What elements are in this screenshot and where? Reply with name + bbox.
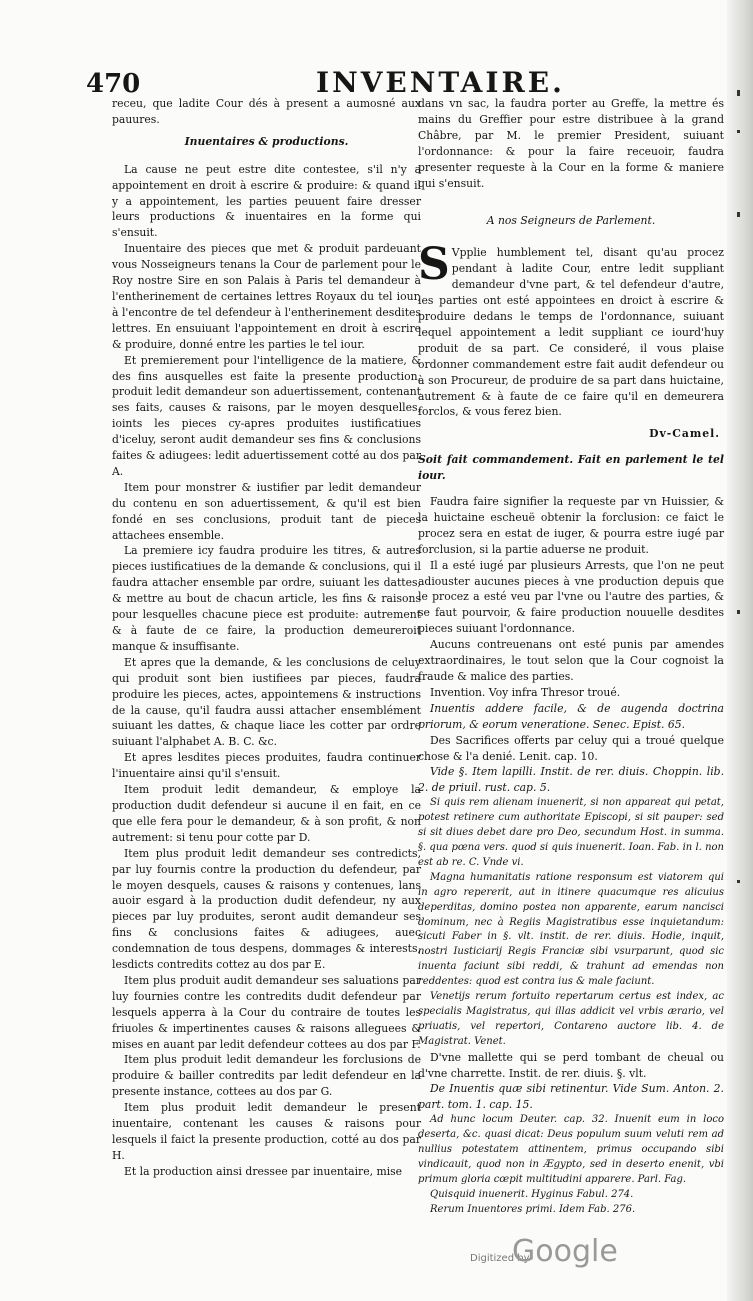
right-column-paragraph: Ad hunc locum Deuter. cap. 32. Inuenit eum in loco deserta, &c. quasi dicat: Deus populum suum veluti rem ad nullius potestatem attinentem, primus occupando sibi vindicauit, quod non in Ægypto, sed in deserto enenit, vbi primum gloria cœpit multitudini apparere. Parl. Fag. <box>418 1114 724 1185</box>
right-column-paragraph: Vide §. Item lapilli. Instit. de rer. diuis. Choppin. lib. 2. de priuil. rust. cap. 5. <box>418 765 724 795</box>
right-column-paragraph: Invention. Voy infra Thresor troué. <box>430 685 621 699</box>
running-title: INVENTAIRE. <box>316 66 565 99</box>
right-column-paragraph: A nos Seigneurs de Parlement. <box>486 214 656 228</box>
left-column-paragraph: La cause ne peut estre dite contestee, s'il n'y a appointement en droit à escrire & produire: & quand il y a appointement, les parties peuuent faire dresser leurs productions & inuentaires en la forme qui s'ensuit. <box>112 162 421 240</box>
paragraph-text: Vpplie humblement tel, disant qu'au procez pendant à ladite Cour, entre ledit suppliant demandeur d'vne part, & tel defendeur d'autre, les parties ont esté appointees en droict à escrire & produire dedans le temps de l'ordonnance, suiuant lequel appointement a ledit suppliant ce iourd'huy produit de sa part. Ce consideré, il vous plaise ordonner commandement estre fait audit defendeur ou à son Procureur, de produire de sa part dans huictaine, autrement & à faute de ce faire qu'il en demeurera forclos, & vous ferez bien. <box>418 246 724 419</box>
left-column-paragraph: Item plus produit ledit demandeur ses contredicts, par luy fournis contre la production du defendeur, par le moyen desquels, causes & raisons y contenues, lans auoir esgard à la production dudit defendeur, ny aux pieces par luy produites, seront audit demandeur ses fins & conclusions faites & adiugees, auec condemnation de tous despens, dommages & interests, lesdicts contredits cottez au dos par E. <box>112 846 421 972</box>
right-column-paragraph: Aucuns contreuenans ont esté punis par amendes extraordinaires, le tout selon que la Cour cognoist la fraude & malice des parties. <box>418 638 724 683</box>
right-column-paragraph: Quisquid inuenerit. Hyginus Fabul. 274. <box>430 1188 634 1200</box>
left-column-paragraph: Et la production ainsi dressee par inuentaire, mise <box>124 1164 403 1178</box>
left-column-paragraph: Inuentaire des pieces que met & produit pardeuant vous Nosseigneurs tenans la Cour de parlement pour le Roy nostre Sire en son Palais à Paris tel demandeur à l'entherinement de certaines lettres Royaux du tel iour, à l'encontre de tel defendeur à l'entherinement desdites lettres. En ensuiuant l'appointement en droit à escrire & produire, donné entre les parties le tel iour. <box>112 242 421 351</box>
right-column-paragraph: Venetijs rerum fortuito repertarum certus est index, ac specialis Magistratus, qui illas addicit vel vrbis ærario, vel priuatis, vel repertori, Contareno auctore lib. 4. de Magistrat. Venet. <box>418 991 724 1047</box>
left-column-paragraph: Item plus produit audit demandeur ses saluations par luy fournies contre les contredits dudit defendeur par lesquels apperra à la Cour du contraire de toutes les friuoles & impertinentes causes & raisons alleguees & mises en auant par ledit defendeur cottees au dos par F. <box>112 973 421 1051</box>
left-column-paragraph: Et premierement pour l'intelligence de la matiere, & des fins ausquelles est faite la presente production, produit ledit demandeur son aduertissement, contenant ses faits, causes & raisons, par le moyen desquelles, ioints les pieces cy-apres produites iustificatiues d'iceluy, seront audit demandeur ses fins & conclusions faites & adiugees: ledit aduertissement cotté au dos par A. <box>112 353 421 478</box>
right-column-paragraph: Si quis rem alienam inuenerit, si non appareat qui petat, potest retinere cum authoritate Episcopi, si sit pauper: sed si sit diues debet dare pro Deo, secundum Host. in summa. §. qua pœna vers. quod si quis inuenerit. Ioan. Fab. in l. non est ab re. C. Vnde vi. <box>418 797 724 868</box>
left-column-paragraph: Item plus produit ledit demandeur le present inuentaire, contenant les causes & raisons pour lesquels il faict la presente production, cotté au dos par H. <box>112 1101 421 1162</box>
left-column-paragraph: Item pour monstrer & iustifier par ledit demandeur du contenu en son aduertissement, & qu'il est bien fondé en ses conclusions, produit tant de pieces attachees ensemble. <box>112 480 421 542</box>
digitized-by-google-watermark <box>470 1236 645 1276</box>
book-spine-edge <box>727 0 753 1301</box>
right-column-paragraph: Dv-Camel. <box>649 427 720 441</box>
left-column-paragraph: Et apres lesdites pieces produites, faudra continuer l'inuentaire ainsi qu'il s'ensuit. <box>112 751 421 781</box>
left-column-paragraph: Item produit ledit demandeur, & employe la production dudit defendeur si aucune il en fait, en ce que elle fera pour le demandeur, & à son profit, & non autrement: si tenu pour cotte par D. <box>112 783 421 844</box>
right-column-paragraph: dans vn sac, la faudra porter au Greffe, la mettre és mains du Greffier pour estre distribuee à la grand Châbre, par M. le premier President, suiuant l'ordonnance: & pour la faire receuoir, faudra presenter requeste à la Cour en la forme & maniere qui s'ensuit. <box>418 97 724 190</box>
right-column-paragraph: Inuentis addere facile, & de augenda doctrina priorum, & eorum veneratione. Senec. Epist. 65. <box>418 701 724 731</box>
right-column-paragraph: Faudra faire signifier la requeste par vn Huissier, & la huictaine escheuë obtenir la forclusion: ce faict le procez sera en estat de iuger, & pourra estre iugé par forclusion, si la partie aduerse ne produit. <box>418 495 724 556</box>
right-column-paragraph: Des Sacrifices offerts par celuy qui a troué quelque chose & l'a denié. Lenit. cap. 10. <box>418 733 724 763</box>
left-text-column <box>112 96 421 1180</box>
right-column-paragraph: Il a esté iugé par plusieurs Arrests, que l'on ne peut adiouster aucunes pieces à vne production depuis que le procez a esté veu par l'vne ou l'autre des parties, & se faut pourvoir, & faire production nouuelle desdites pieces suiuant l'ordonnance. <box>418 558 724 636</box>
left-column-paragraph: Inuentaires & productions. <box>184 134 349 148</box>
right-column-paragraph: Magna humanitatis ratione responsum est viatorem qui in agro repererit, aut in itinere quacumque res alicuius deperditas, domino postea non apparente, earum nancisci dominum, nec à Regiis Magistratibus esse inquietandum: sicuti Faber in §. vlt. instit. de rer. diuis. Hodie, inquit, nostri Iusticiarij Regis Franciæ sibi vsurparunt, quod sic inuenta faciunt sibi reddi, & trahunt ad emendas non reddentes: quod est contra ius & male faciunt. <box>418 871 724 988</box>
drop-cap-letter: S <box>418 239 450 291</box>
left-column-paragraph: La premiere icy faudra produire les titres, & autres pieces iustificatiues de la demande & conclusions, qui il faudra attacher ensemble par ordre, suiuant les dattes, & mettre au bout de chacun article, les fins & raisons pour lesquelles chacune piece est produite: autrement & à faute de ce faire, la production demeureroit manque & insuffisante. <box>112 544 421 653</box>
right-column-paragraph: D'vne mallette qui se perd tombant de cheual ou d'vne charrette. Instit. de rer. diuis. §. vlt. <box>418 1050 724 1080</box>
left-column-paragraph: receu, que ladite Cour dés à present a aumosné aux pauures. <box>112 97 421 126</box>
left-column-paragraph: Item plus produit ledit demandeur les forclusions de produire & bailler contredits par ledit defendeur en la presente instance, cottees au dos par G. <box>112 1053 421 1099</box>
page-number: 470 <box>86 69 141 99</box>
right-text-column <box>418 96 724 1218</box>
left-column-paragraph: Et apres que la demande, & les conclusions de celuy qui produit sont bien iustifiees par pieces, faudra produire les pieces, actes, appointemens & instructions de la cause, qu'il faudra aussi attacher ensemblément suiuant les dattes, & chaque liace les cotter par ordre suiuant l'alphabet A. B. C. &c. <box>112 655 421 749</box>
right-column-paragraph: Rerum Inuentores primi. Idem Fab. 276. <box>430 1203 636 1215</box>
google-logo: Google <box>512 1234 618 1269</box>
digitized-by-label: Digitized by <box>470 1253 530 1264</box>
right-column-paragraph <box>418 239 724 420</box>
right-column-paragraph: Soit fait commandement. Fait en parlement le tel iour. <box>418 453 724 483</box>
right-column-paragraph: De Inuentis quæ sibi retinentur. Vide Sum. Anton. 2. part. tom. 1. cap. 15. <box>418 1082 724 1112</box>
